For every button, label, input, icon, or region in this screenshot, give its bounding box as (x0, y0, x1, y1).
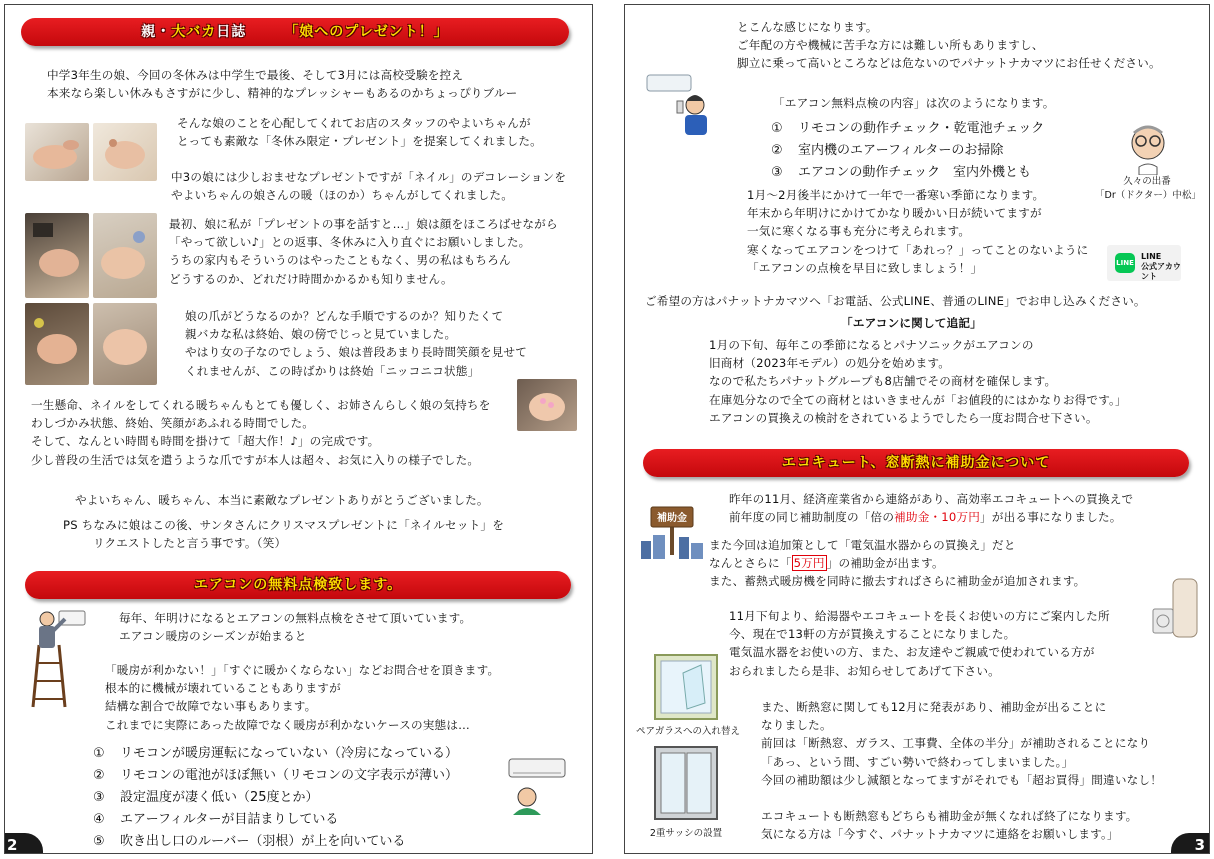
list-text: リモコンが暖房運転になっていない（冷房になっている） (120, 746, 459, 761)
text-line: 1月の下旬、毎年この季節になるとパナソニックがエアコンの (709, 338, 1034, 352)
page-2 (4, 4, 593, 854)
double-window-icon (653, 745, 719, 821)
section-heading-nail-gift (21, 18, 569, 46)
text-line: 「やって欲しい♪」との返事、冬休みに入り直ぐにお願いしました。 (169, 235, 531, 250)
text-line: 少し普段の生活では気を遣うような爪ですが本人は超々、お気に入りの様子でした。 (31, 452, 480, 467)
text-line: やよいちゃんの娘さんの暖（ほのか）ちゃんがしてくれました。 (171, 188, 514, 203)
text-line: 「エアコンの点検を早目に致しましょう！」 (747, 260, 983, 275)
ac-intro (119, 609, 471, 645)
text-line: 気になる方は「今すぐ、パナットナカマツに連絡をお願いします。」 (761, 827, 1119, 842)
window-icon (653, 653, 719, 721)
list-number: ④ (93, 812, 105, 827)
water-heater-illustration (1149, 575, 1201, 641)
thanks-line: やよいちゃん、暖ちゃん、本当に素敵なプレゼントありがとうございました。 (75, 493, 489, 507)
heading-title: 「娘へのプレゼント！」 (284, 24, 449, 40)
text-line: そして、なんとい時間も時間を掛けて「超大作！♪」の完成です。 (31, 434, 380, 449)
text-line: なりました。 (761, 718, 832, 733)
inspection-list (771, 118, 1044, 184)
text-line: 昨年の11月、経済産業省から連絡があり、高効率エコキュートへの買換えで (729, 492, 1134, 506)
text-line (709, 554, 1085, 572)
list-text: リモコンの電池がほぼ無い（リモコンの文字表示が薄い） (120, 768, 459, 783)
intro-lines (737, 18, 1161, 73)
double-sash-illustration (653, 745, 719, 821)
paragraph-completion (31, 396, 491, 469)
list-item (93, 831, 458, 853)
list-text: 設定温度が凄く低い（25度とか） (120, 790, 319, 805)
text-line: 中3の娘には少しおませなプレゼントですが「ネイル」のデコレーションを (171, 170, 567, 184)
nail-photo-5 (25, 303, 89, 385)
text-line: とっても素敵な「冬休み限定・プレゼント」を提案してくれました。 (177, 134, 542, 149)
text-line: 11月下旬より、給湯器やエコキュートを長くお使いの方にご案内した所 (729, 609, 1110, 623)
text-line: とこんな感じになります。 (737, 20, 878, 34)
subsidy-sign-label: 補助金 (657, 513, 687, 524)
air-conditioner-icon (503, 757, 569, 815)
text-line: 娘の爪がどうなるのか？どんな手順でするのか？知りたくて (185, 309, 504, 323)
list-text: 吹き出し口のルーバー（羽根）が上を向いている (120, 834, 406, 849)
window-subsidy (761, 698, 1162, 789)
hands-illustration (93, 303, 157, 385)
text-segment: 前年度の同じ補助制度の「倍の (729, 510, 895, 525)
nail-photo-6 (93, 303, 157, 385)
text-line: わしづかみ状態、終始、笑顔があふれる時間でした。 (31, 416, 315, 431)
text-line: 脚立に乗って高いところなどは危ないのでパナットナカマツにお任せください。 (737, 56, 1161, 71)
line-badge-label (1141, 252, 1181, 282)
text-line: 一生懸命、ネイルをしてくれる暖ちゃんもとても優しく、お姉さんらしく娘の気持ちを (31, 398, 491, 412)
heading-highlight: 大バカ (171, 24, 217, 40)
text-line: また、断熱窓に関しても12月に発表があり、補助金が出ることに (761, 700, 1107, 714)
highlight-amount: 補助金・10万円 (894, 510, 981, 525)
paragraph-staff-proposal (177, 114, 542, 150)
page-3 (624, 4, 1210, 854)
subsidy-ecocute (729, 490, 1133, 526)
text-line: そんな娘のことを心配してくれてお店のスタッフのやよいちゃんが (177, 116, 531, 130)
text-line: また今回は追加策として「電気温水器からの買換え」だと (709, 538, 1016, 552)
list-item (93, 765, 458, 787)
text-line: エコキュートも断熱窓もどちらも補助金が無くなれば終了になります。 (761, 809, 1138, 823)
text-line: 旧商材（2023年モデル）の処分を始めます。 (709, 356, 951, 371)
heading-part: 親・ (141, 24, 172, 40)
text-line: おられましたら是非、お知らせしてあげて下さい。 (729, 663, 1000, 678)
pair-glass-illustration (653, 653, 719, 721)
hands-illustration (25, 213, 89, 298)
text-line: 根本的に機械が壊れていることもありますが (105, 681, 341, 696)
list-item (771, 162, 1044, 184)
list-item (93, 787, 458, 809)
doctor-illustration (1121, 117, 1175, 175)
double-sash-caption: 2重サッシの設置 (649, 828, 723, 839)
text-line: 結構な割合で故障でない事もあります。 (105, 699, 317, 714)
text-line: 1月～2月後半にかけて一年で一番寒い季節になります。 (747, 188, 1045, 202)
text-line: 最初、娘に私が「プレゼントの事を話すと…」娘は顔をほころばせながら (169, 217, 558, 231)
ac-user-illustration (503, 757, 569, 815)
list-text: リモコンの動作チェック・乾電池チェック (798, 121, 1045, 136)
section-heading-subsidy (643, 449, 1189, 477)
list-item (771, 140, 1044, 162)
line-badge-name: LINE (1141, 252, 1162, 261)
text-line: エアコンの買換えの検討をされているようでしたら一度お問合せ下さい。 (709, 410, 1098, 425)
list-number: ① (771, 121, 783, 136)
hands-illustration (25, 123, 89, 181)
text-line: 本来なら楽しい休みもさすがに少し、精神的なプレッシャーもあるのかちょっぴりブルー (47, 86, 518, 101)
text-line: 在庫処分なので全ての商材とはいきませんが「お値段的にはかなりお得です。」 (709, 392, 1127, 407)
text-line: 親バカな私は終始、娘の傍でじっと見ていました。 (185, 327, 457, 342)
page-number: 2 (4, 833, 43, 854)
text-line: 今、現在で13軒の方が買換えすることになりました。 (729, 627, 1016, 642)
intro-paragraph (47, 66, 517, 102)
line-logo-icon: LINE (1115, 253, 1135, 273)
list-number: ③ (771, 165, 783, 180)
closing-paragraph (761, 807, 1137, 843)
technician-icon (25, 605, 87, 709)
list-item (771, 118, 1044, 140)
nail-photo-2 (93, 123, 157, 181)
doctor-icon (1121, 117, 1175, 175)
text-line: やはり女の子なのでしょう、娘は普段あまり長時間笑顔を見せて (185, 345, 528, 360)
text-line: うちの家内もそういうのはやったこともなく、男の私はもちろん (169, 253, 511, 268)
heading-part: 日誌 (216, 24, 247, 40)
heading-title: エアコンの無料点検致します。 (193, 577, 403, 593)
text-line: どうするのか、どれだけ時間かかるかも知りません。 (169, 271, 453, 286)
air-conditioner-icon (643, 71, 717, 137)
season-paragraph (747, 186, 1088, 277)
list-item (93, 809, 458, 831)
caption-line: 久々の出番 (1123, 176, 1171, 187)
text-line: PS ちなみに娘はこの後、サンタさんにクリスマスプレゼントに「ネイルセット」を (63, 518, 505, 532)
ps-note (63, 516, 504, 552)
text-line: くれませんが、この時ばかりは終始「ニッコニコ状態」 (185, 363, 480, 378)
apply-line: ご希望の方はパナットナカマツへ「お電話、公式LINE、普通のLINE」でお申し込みください。 (645, 294, 1146, 308)
text-segment: 」の補助金が出ます。 (826, 556, 944, 571)
list-text: 室内機のエアーフィルターのお掃除 (798, 143, 1004, 158)
remote-user-illustration (643, 71, 717, 137)
text-line: 毎年、年明けになるとエアコンの無料点検をさせて頂いています。 (119, 611, 472, 625)
text-line: 年末から年明けにかけてかなり暖かい日が続いてますが (747, 206, 1042, 221)
ac-inquiries (105, 661, 499, 734)
paragraph-nail-decoration (171, 168, 566, 204)
addendum-paragraph (709, 336, 1127, 427)
text-line: また、蓄熱式暖房機を同時に撤去すればさらに補助金が追加されます。 (709, 574, 1086, 589)
text-line: 一気に寒くなる事も充分に考えられます。 (747, 224, 971, 239)
text-line: エアコン暖房のシーズンが始まると (119, 629, 307, 644)
hands-illustration (25, 303, 89, 385)
highlight-amount: 5万円 (793, 556, 825, 571)
list-item (93, 743, 458, 765)
paragraph-watching (185, 307, 527, 380)
nail-photo-1 (25, 123, 89, 181)
text-line: これまでに実際にあった故障でなく暖房が利かないケースの実態は… (105, 717, 470, 732)
nail-photo-3 (25, 213, 89, 298)
causes-list (93, 743, 458, 853)
list-text: エアーフィルターが目詰まりしている (120, 812, 339, 827)
heading-title: エコキュート、窓断熱に補助金について (781, 455, 1051, 471)
doctor-caption (1095, 175, 1199, 203)
text-segment: 」が出る事になりました。 (980, 510, 1122, 525)
text-line: 「あっ、という間、すごい勢いで終わってしまいました。」 (761, 754, 1074, 769)
line-official-account-badge[interactable] (1107, 245, 1181, 281)
addendum-title: 「エアコンに関して追記」 (841, 316, 982, 330)
subsidy-additional (709, 536, 1085, 591)
text-line (729, 508, 1133, 526)
technician-ladder-illustration (25, 605, 87, 709)
text-line: ご年配の方や機械に苦手な方には難しい所もありますし、 (737, 38, 1044, 53)
text-line: 電気温水器をお使いの方、また、お友達やご親戚で使われている方が (729, 645, 1095, 660)
list-number: ⑤ (93, 834, 105, 849)
pair-glass-caption: ペアガラスへの入れ替え (635, 726, 741, 737)
text-line: なので私たちパナットグループも8店舗でその商材を確保します。 (709, 374, 1057, 389)
text-line: リクエストしたと言う事です。（笑） (93, 536, 287, 551)
nail-photo-4 (93, 213, 157, 298)
list-text: エアコンの動作チェック 室内外機とも (798, 165, 1031, 180)
text-line: 今回の補助額は少し減額となってますがそれでも「超お買得」間違いなし！ (761, 772, 1162, 787)
page-number: 3 (1171, 833, 1210, 854)
text-line: 寒くなってエアコンをつけて「あれっ？」ってことのないように (747, 242, 1089, 257)
water-heater-icon (1149, 575, 1201, 641)
text-line: 前回は「断熱窓、ガラス、工事費、全体の半分」が補助されることになり (761, 736, 1151, 751)
subsidy-results (729, 607, 1110, 680)
finished-nails-photo (517, 379, 577, 431)
inspection-title: 「エアコン無料点検の内容」は次のようになります。 (773, 96, 1055, 110)
caption-line: 「Dr（ドクター）中松」 (1095, 190, 1201, 201)
text-line: 中学3年生の娘、今回の冬休みは中学生で最後、そして3月には高校受験を控え (47, 68, 464, 82)
hands-illustration (93, 213, 157, 298)
hands-illustration (517, 379, 577, 431)
line-badge-sub: 公式アカウント (1141, 262, 1181, 281)
paragraph-daughter-reaction (169, 215, 558, 288)
text-line: 「暖房が利かない！」「すぐに暖かくならない」などお問合せを頂きます。 (105, 663, 500, 677)
hands-illustration (93, 123, 157, 181)
list-number: ② (93, 768, 105, 783)
text-segment: なんとさらに「 (709, 556, 792, 571)
list-number: ① (93, 746, 105, 761)
section-heading-ac-inspection (25, 571, 571, 599)
list-number: ② (771, 143, 783, 158)
list-number: ③ (93, 790, 105, 805)
